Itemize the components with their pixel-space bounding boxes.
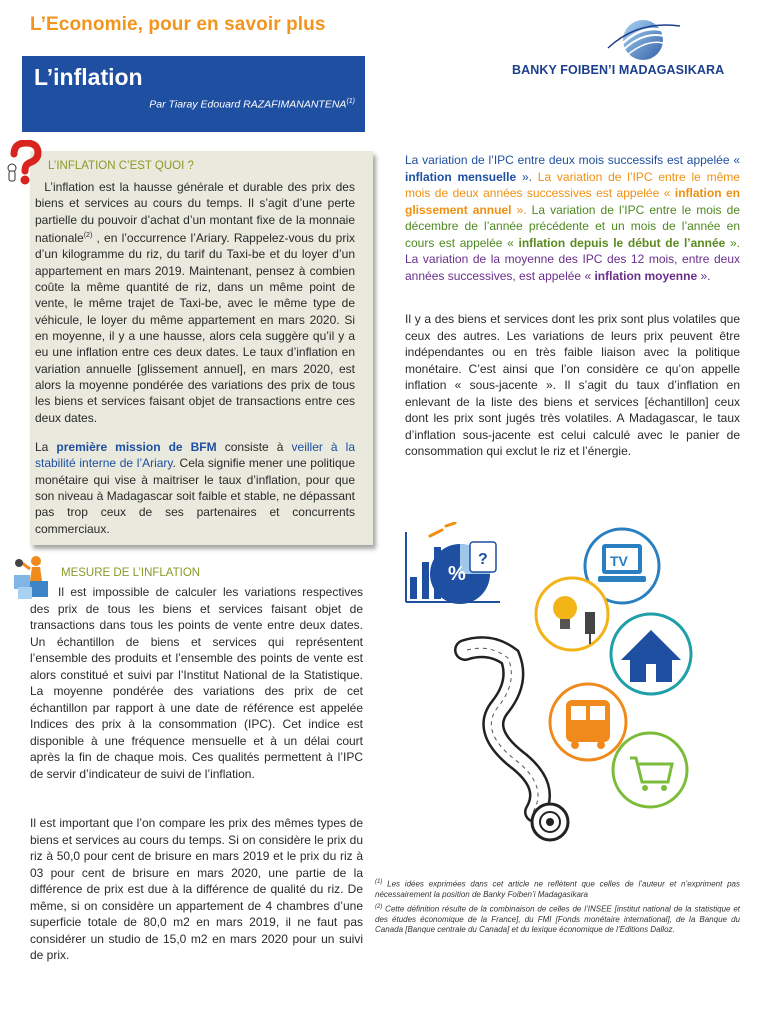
question-label: ? [478, 551, 488, 568]
monthly-end: ». [516, 169, 538, 184]
footnote-1-number: (1) [375, 879, 383, 885]
definition-text-rest: , en l’occurrence l’Ariary. Rappelez-vous du prix d’un kilogramme du riz, du tarif du Taxi-be et du loyer d’un appartement en mars 2019. Maintenant, pensez à combien coûte la même quantité de riz, dans un même point de vente, le même trajet de Taxi-be, avec le même type de véhicule, le loyer du même appartement en mars 2020. Si en moyenne, il y a une hausse, alors cela suggère qu’il y a eu une inflation entre ces deux dates. Le taux d’inflation en variation annuelle [glissement annuel], en mars 2020, est alors la moyenne pondérée des variations des prix de tous les biens et services faisant objet de transactions entre ces deux dates. [35, 231, 355, 425]
footnote-2 [375, 902, 740, 936]
inflation-illustration [400, 522, 760, 862]
lightbulb-icon [536, 578, 608, 650]
footnote-2-text: Cette définition résulte de la combinaison de celles de l’INSEE [institut national de la statistique et des études économique de la France], du FMI [Fonds monétaire international], de la Banque du Canada [Banque centrale du Canada] et du lexique économique de l’Editions Dalloz. [375, 904, 740, 935]
mission-goal: veiller à la stabilité interne de l’Ariary [35, 440, 355, 471]
bus-icon [550, 684, 626, 760]
ytd-end: ». [725, 235, 740, 250]
bank-logo-icon [598, 18, 688, 62]
variations-paragraph [405, 152, 740, 284]
mission-highlight: première mission de BFM [56, 440, 217, 454]
title-banner [22, 56, 365, 132]
mission-text-e: . Cela signifie mener une politique monétaire qui vise à maitriser le taux d’inflation, pour que son niveau à Madagascar soit faible et stable, ne dépassant pas trop ceux de ses partenaires et concurrents commerciaux. [35, 456, 355, 536]
author-byline [149, 98, 355, 111]
page-title: L’inflation [34, 64, 143, 90]
monthly-term: inflation mensuelle [405, 169, 517, 184]
definition-paragraph [35, 179, 355, 426]
mission-paragraph [35, 439, 355, 537]
series-title: L’Economie, pour en savoir plus [30, 14, 326, 35]
shopping-cart-icon [613, 733, 687, 807]
yoy-text: La variation de l’IPC entre le même mois de deux années successives est appelée « [405, 169, 740, 200]
average-text: La variation de la moyenne des IPC des 12 mois, entre deux années successives, est appelée « [405, 252, 740, 283]
measure-paragraph-2: Il est important que l’on compare les prix des mêmes types de biens et services au cours du temps. Si on considère le prix du riz à 50,0 pour cent de brisure en mars 2019 et le prix du riz à 03 pour cent de brisure en mars 2020, une partie de la différence de prix est due à la différence de qualité du riz. De même, si on considère un appartement de 4 chambres d’une superficie totale de 80,0 m2 en mars 2019, il ne faut pas considérer un studio de 15,0 m2 en mars 2020 pour un suivi de prix. [30, 816, 363, 962]
tv-label: TV [610, 553, 628, 569]
yoy-term: inflation en glissement annuel [405, 186, 741, 217]
ytd-text: La variation de l’IPC entre le mois de décembre de l’année précédente et un mois de l’année en cours est appelée « [405, 202, 740, 250]
average-term: inflation moyenne [594, 268, 698, 283]
author-note: (1) [346, 98, 355, 105]
measure-paragraph-1 [30, 584, 363, 782]
footnote-2-number: (2) [375, 903, 383, 910]
footnote-1-text: Les idées exprimées dans cet article ne reflètent que celles de l’auteur et n’expriment pas nécessairement la position de Banky Foiben’i Madagasikara [375, 879, 740, 900]
ytd-term: inflation depuis le début de l’année [518, 235, 726, 250]
mission-text-c: consiste à [216, 440, 292, 454]
footnote-ref-2: (2) [83, 232, 93, 240]
measure-text-1: Il est impossible de calculer les variations respectives des prix de tous les biens et services faisant objet de transactions dans tous les points de vente entre deux dates. Un échantillon de biens et services qui représentent l’ensemble des produits et l’ensemble des points de vente est alors constitué et suivi par l’Institut National de la Statistique. La moyenne pondérée des variations des prix de cet échantillon par rapport à une date de référence est appelée Indices des prix à la consommation (IPC). Cet indice est disponible à une fréquence mensuelle et à un délai court après la fin de chaque mois. Ces qualités permettent à l’IPC de servir d’indicateur de suivi de l’inflation. [30, 585, 363, 781]
core-inflation-paragraph: Il y a des biens et services dont les prix sont plus volatiles que ceux des autres. Les variations de leurs prix peuvent être indépendantes ou en très faible liaison avec la politique monétaire. C’est ainsi que l’on considère ce qu’on appelle inflation « sous-jacente ». Il s’agit du taux d’inflation en enlevant de la liste des biens et services [échantillon] ceux dont les prix sont jugés très volatiles. A Madagascar, le taux d’inflation sous-jacente est celui calculé avec le panier de consommation qui exclut le riz et l’énergie. [405, 312, 740, 458]
measure-heading: MESURE DE L’INFLATION [61, 567, 201, 579]
definition-heading: L’INFLATION C’EST QUOI ? [48, 160, 194, 172]
percent-label: % [448, 563, 466, 585]
house-icon [611, 614, 691, 694]
monthly-text: La variation de l’IPC entre deux mois successifs est appelée « [405, 153, 740, 167]
definition-text: L’inflation est la hausse générale et durable des prix des biens et services au cours du temps. Il s’agit d’une perte partielle du pouvoir d’achat d’un montant fixe de la monnaie nationale [35, 180, 355, 246]
footnote-1 [375, 877, 740, 901]
mission-text-a: La [35, 440, 57, 454]
author-name: Par Tiaray Edouard RAZAFIMANANTENA [149, 98, 347, 111]
footnotes [375, 877, 740, 937]
average-end: ». [697, 268, 711, 283]
bank-name: BANKY FOIBEN’I MADAGASIKARA [512, 63, 725, 77]
receipt-ribbon-icon [465, 647, 568, 840]
yoy-end: ». [511, 202, 532, 217]
